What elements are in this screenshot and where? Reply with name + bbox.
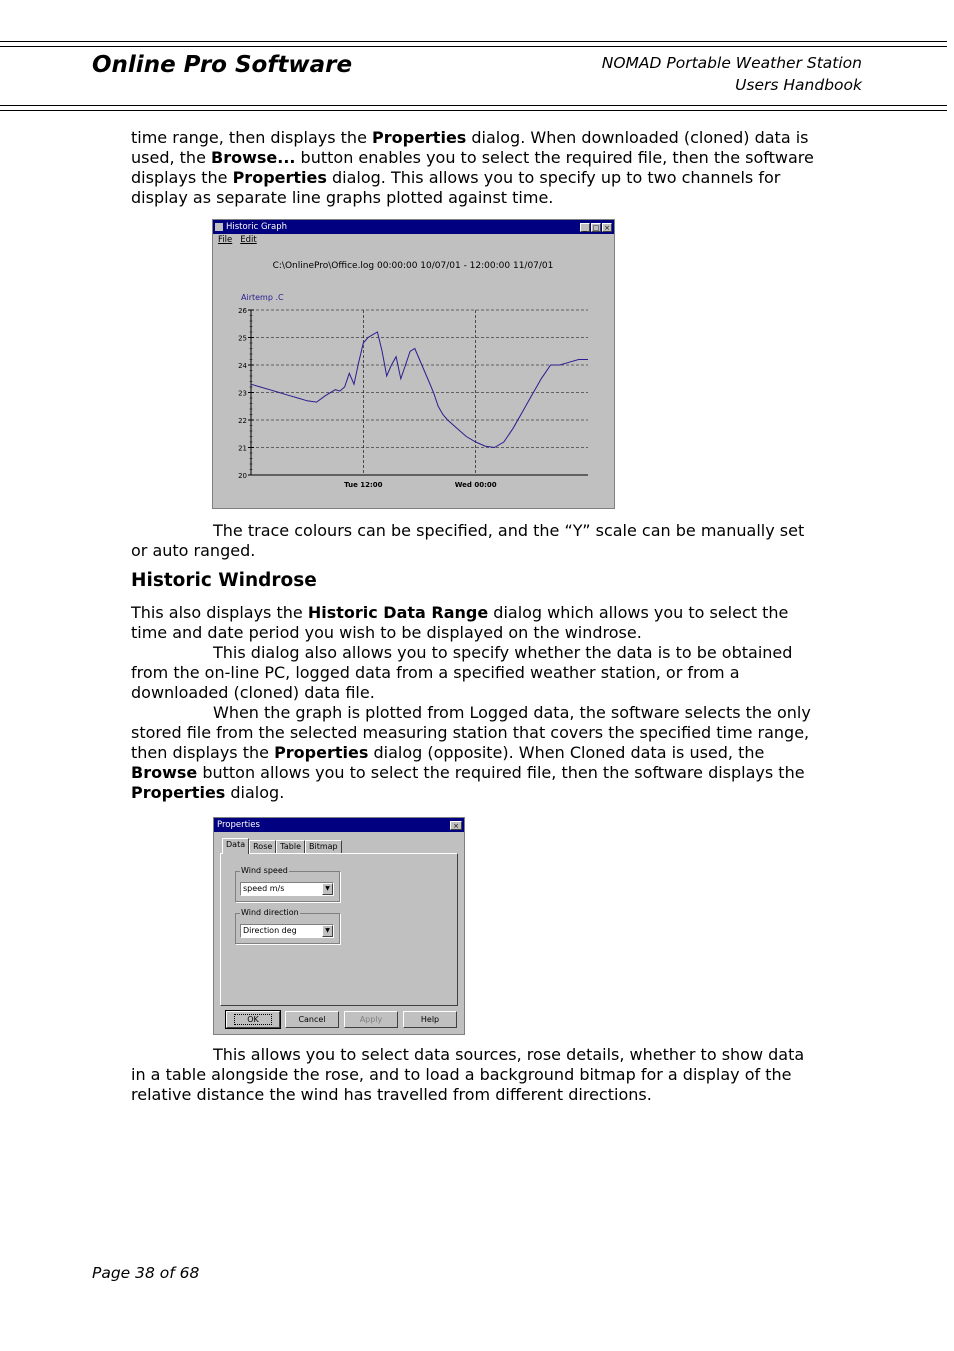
paragraph-6 bbox=[131, 1045, 821, 1105]
header-title: Online Pro Software bbox=[92, 52, 353, 78]
ok-button[interactable] bbox=[226, 1011, 280, 1028]
cancel-button[interactable]: Cancel bbox=[285, 1011, 339, 1028]
text: dialog. When downloaded (cloned) data is used, the bbox=[131, 128, 809, 167]
chevron-down-icon[interactable]: ▼ bbox=[322, 883, 333, 895]
x-tick-label: Wed 00:00 bbox=[454, 481, 497, 489]
tab-table[interactable]: Table bbox=[276, 840, 305, 854]
maximize-button[interactable]: □ bbox=[592, 223, 600, 232]
close-button[interactable]: × bbox=[602, 223, 612, 232]
y-tick-label: 20 bbox=[238, 472, 247, 480]
help-button[interactable]: Help bbox=[403, 1011, 457, 1028]
header-product: NOMAD Portable Weather Station bbox=[601, 54, 862, 72]
wind-speed-group bbox=[235, 866, 340, 902]
header-rule-top-2 bbox=[0, 46, 947, 47]
historic-graph-window bbox=[212, 219, 615, 509]
bold-term: Browse... bbox=[211, 148, 296, 167]
text: dialog. This allows you to specify up to two channels for display as separate line graphs plotted against time. bbox=[131, 168, 781, 207]
y-tick-label: 25 bbox=[238, 334, 247, 343]
wind-speed-value: speed m/s bbox=[243, 884, 285, 893]
ok-label: OK bbox=[234, 1014, 272, 1025]
wind-direction-select[interactable] bbox=[240, 924, 334, 938]
series-line-airtemp bbox=[251, 332, 588, 448]
bold-term: Properties bbox=[372, 128, 467, 147]
header-rule-bottom bbox=[0, 105, 947, 106]
bold-term: Historic Data Range bbox=[307, 603, 489, 622]
y-tick-label: 21 bbox=[238, 444, 247, 453]
text: The trace colours can be specified, and the “Y” scale can be manually set or auto ranged. bbox=[131, 521, 805, 560]
paragraph-1 bbox=[131, 128, 821, 208]
text: button enables you to select the required file, then the software displays the bbox=[131, 148, 814, 187]
bold-term: Browse bbox=[131, 763, 198, 782]
close-button[interactable]: × bbox=[450, 821, 462, 830]
properties-title: Properties bbox=[217, 820, 260, 830]
section-title: Historic Windrose bbox=[131, 570, 317, 591]
text: dialog. bbox=[225, 783, 285, 802]
bold-term: Properties bbox=[274, 743, 369, 762]
wind-speed-label: Wind speed bbox=[241, 866, 288, 875]
text: dialog which allows you to select the time and date period you wish to be displayed on the windrose. bbox=[131, 603, 789, 642]
y-tick-label: 23 bbox=[238, 389, 247, 398]
y-tick-label: 22 bbox=[238, 417, 247, 425]
wind-direction-value: Direction deg bbox=[243, 926, 297, 935]
graph-window-title: Historic Graph bbox=[226, 222, 288, 232]
text: time range, then displays the bbox=[131, 128, 372, 147]
menu-file[interactable]: File bbox=[218, 235, 233, 245]
text: This also displays the bbox=[131, 603, 308, 622]
tab-bitmap[interactable]: Bitmap bbox=[305, 840, 342, 854]
properties-tabs bbox=[222, 840, 342, 854]
historic-graph-chart bbox=[213, 246, 614, 508]
page-footer: Page 38 of 68 bbox=[92, 1264, 200, 1282]
properties-titlebar bbox=[214, 818, 464, 832]
y-axis-label: Airtemp .C bbox=[241, 293, 284, 302]
y-tick-label: 24 bbox=[238, 362, 247, 370]
tab-panel-data bbox=[220, 853, 458, 1006]
header-right bbox=[602, 52, 862, 96]
y-tick-label: 26 bbox=[238, 307, 247, 315]
bold-term: Properties bbox=[232, 168, 327, 187]
paragraph-3 bbox=[131, 603, 821, 803]
graph-titlebar bbox=[213, 220, 614, 234]
minimize-button[interactable]: _ bbox=[580, 223, 590, 232]
wind-direction-group bbox=[235, 908, 340, 944]
paragraph-2 bbox=[131, 521, 821, 561]
text: This allows you to select data sources, rose details, whether to show data in a table alongside the rose, and to load a background bitmap for a display of the relative distance the wind has travelled from different directions. bbox=[131, 1045, 805, 1104]
text: This dialog also allows you to specify whether the data is to be obtained from the on-line PC, logged data from a specified weather station, or from a downloaded (cloned) data file. bbox=[131, 643, 793, 702]
chart-title: C:\OnlinePro\Office.log 00:00:00 10/07/01 - 12:00:00 11/07/01 bbox=[272, 261, 554, 271]
text: button allows you to select the required file, then the software displays the bbox=[197, 763, 805, 782]
header-subtitle: Users Handbook bbox=[735, 76, 862, 94]
menu-edit[interactable]: Edit bbox=[240, 235, 257, 245]
header-rule-top bbox=[0, 41, 947, 42]
wind-speed-select[interactable] bbox=[240, 882, 334, 896]
x-tick-label: Tue 12:00 bbox=[344, 481, 383, 489]
tab-data[interactable]: Data bbox=[222, 838, 249, 854]
properties-dialog bbox=[213, 817, 465, 1035]
text: When the graph is plotted from Logged data, the software selects the only stored file from the selected measuring station that covers the specified time range, then displays the bbox=[131, 703, 811, 762]
app-icon bbox=[215, 223, 223, 231]
wind-direction-label: Wind direction bbox=[241, 908, 299, 917]
tab-rose[interactable]: Rose bbox=[249, 840, 276, 854]
apply-button[interactable]: Apply bbox=[344, 1011, 398, 1028]
header-rule-bottom-2 bbox=[0, 110, 947, 111]
chevron-down-icon[interactable]: ▼ bbox=[322, 925, 333, 937]
bold-term: Properties bbox=[131, 783, 226, 802]
text: dialog (opposite). When Cloned data is used, the bbox=[368, 743, 765, 762]
